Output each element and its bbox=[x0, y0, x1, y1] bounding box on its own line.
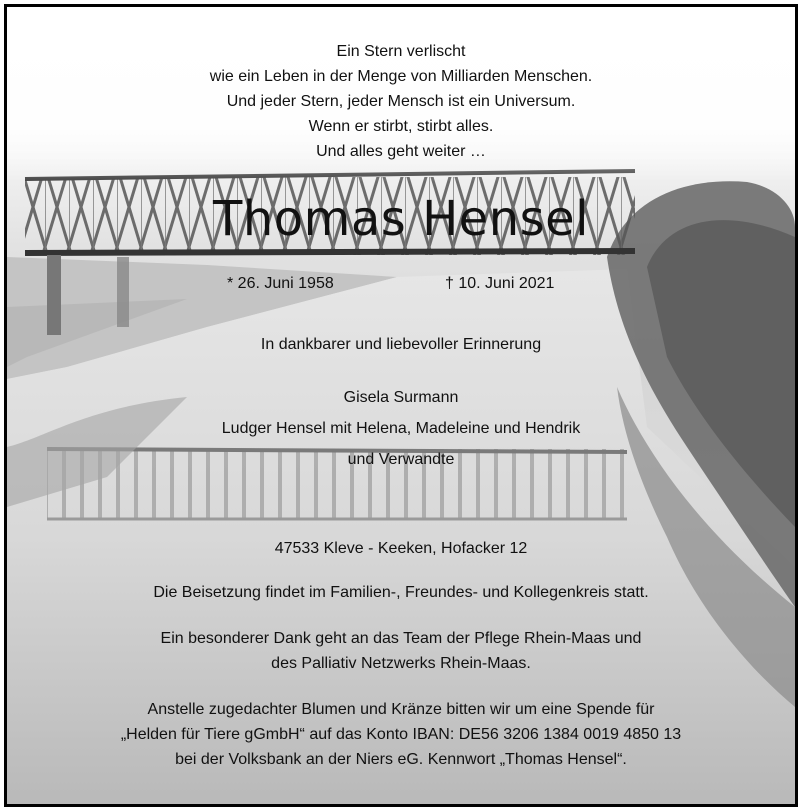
poem-line-3: Und jeder Stern, jeder Mensch ist ein Universum. bbox=[226, 93, 576, 110]
poem-line-4: Wenn er stirbt, stirbt alles. bbox=[308, 118, 494, 135]
poem-line-1: Ein Stern verlischt bbox=[336, 43, 466, 60]
donation-line-1: Anstelle zugedachter Blumen und Kränze bitten wir um eine Spende für bbox=[147, 701, 655, 718]
burial-notice: Die Beisetzung findet im Familien-, Freundes- und Kollegenkreis statt. bbox=[153, 584, 649, 601]
deceased-name: Thomas Hensel bbox=[213, 191, 589, 247]
death-date: † 10. Juni 2021 bbox=[445, 275, 555, 292]
thanks-line-2: des Palliativ Netzwerks Rhein-Maas. bbox=[271, 655, 531, 672]
donation-line-3: bei der Volksbank an der Niers eG. Kennwort „Thomas Hensel“. bbox=[175, 751, 627, 768]
mourner-1: Gisela Surmann bbox=[343, 389, 459, 406]
obituary-frame bbox=[4, 4, 798, 807]
thanks-line-1: Ein besonderer Dank geht an das Team der Pflege Rhein-Maas und bbox=[160, 630, 642, 647]
poem-line-2: wie ein Leben in der Menge von Milliarden Menschen. bbox=[209, 68, 593, 85]
poem-line-5: Und alles geht weiter … bbox=[316, 143, 486, 160]
remembrance-line: In dankbarer und liebevoller Erinnerung bbox=[260, 336, 542, 353]
address: 47533 Kleve - Keeken, Hofacker 12 bbox=[274, 540, 528, 557]
mourner-2: Ludger Hensel mit Helena, Madeleine und Hendrik bbox=[221, 420, 581, 437]
mourner-3: und Verwandte bbox=[347, 451, 455, 468]
donation-line-2: „Helden für Tiere gGmbH“ auf das Konto IBAN: DE56 3206 1384 0019 4850 13 bbox=[120, 726, 682, 743]
birth-date: * 26. Juni 1958 bbox=[227, 275, 334, 292]
